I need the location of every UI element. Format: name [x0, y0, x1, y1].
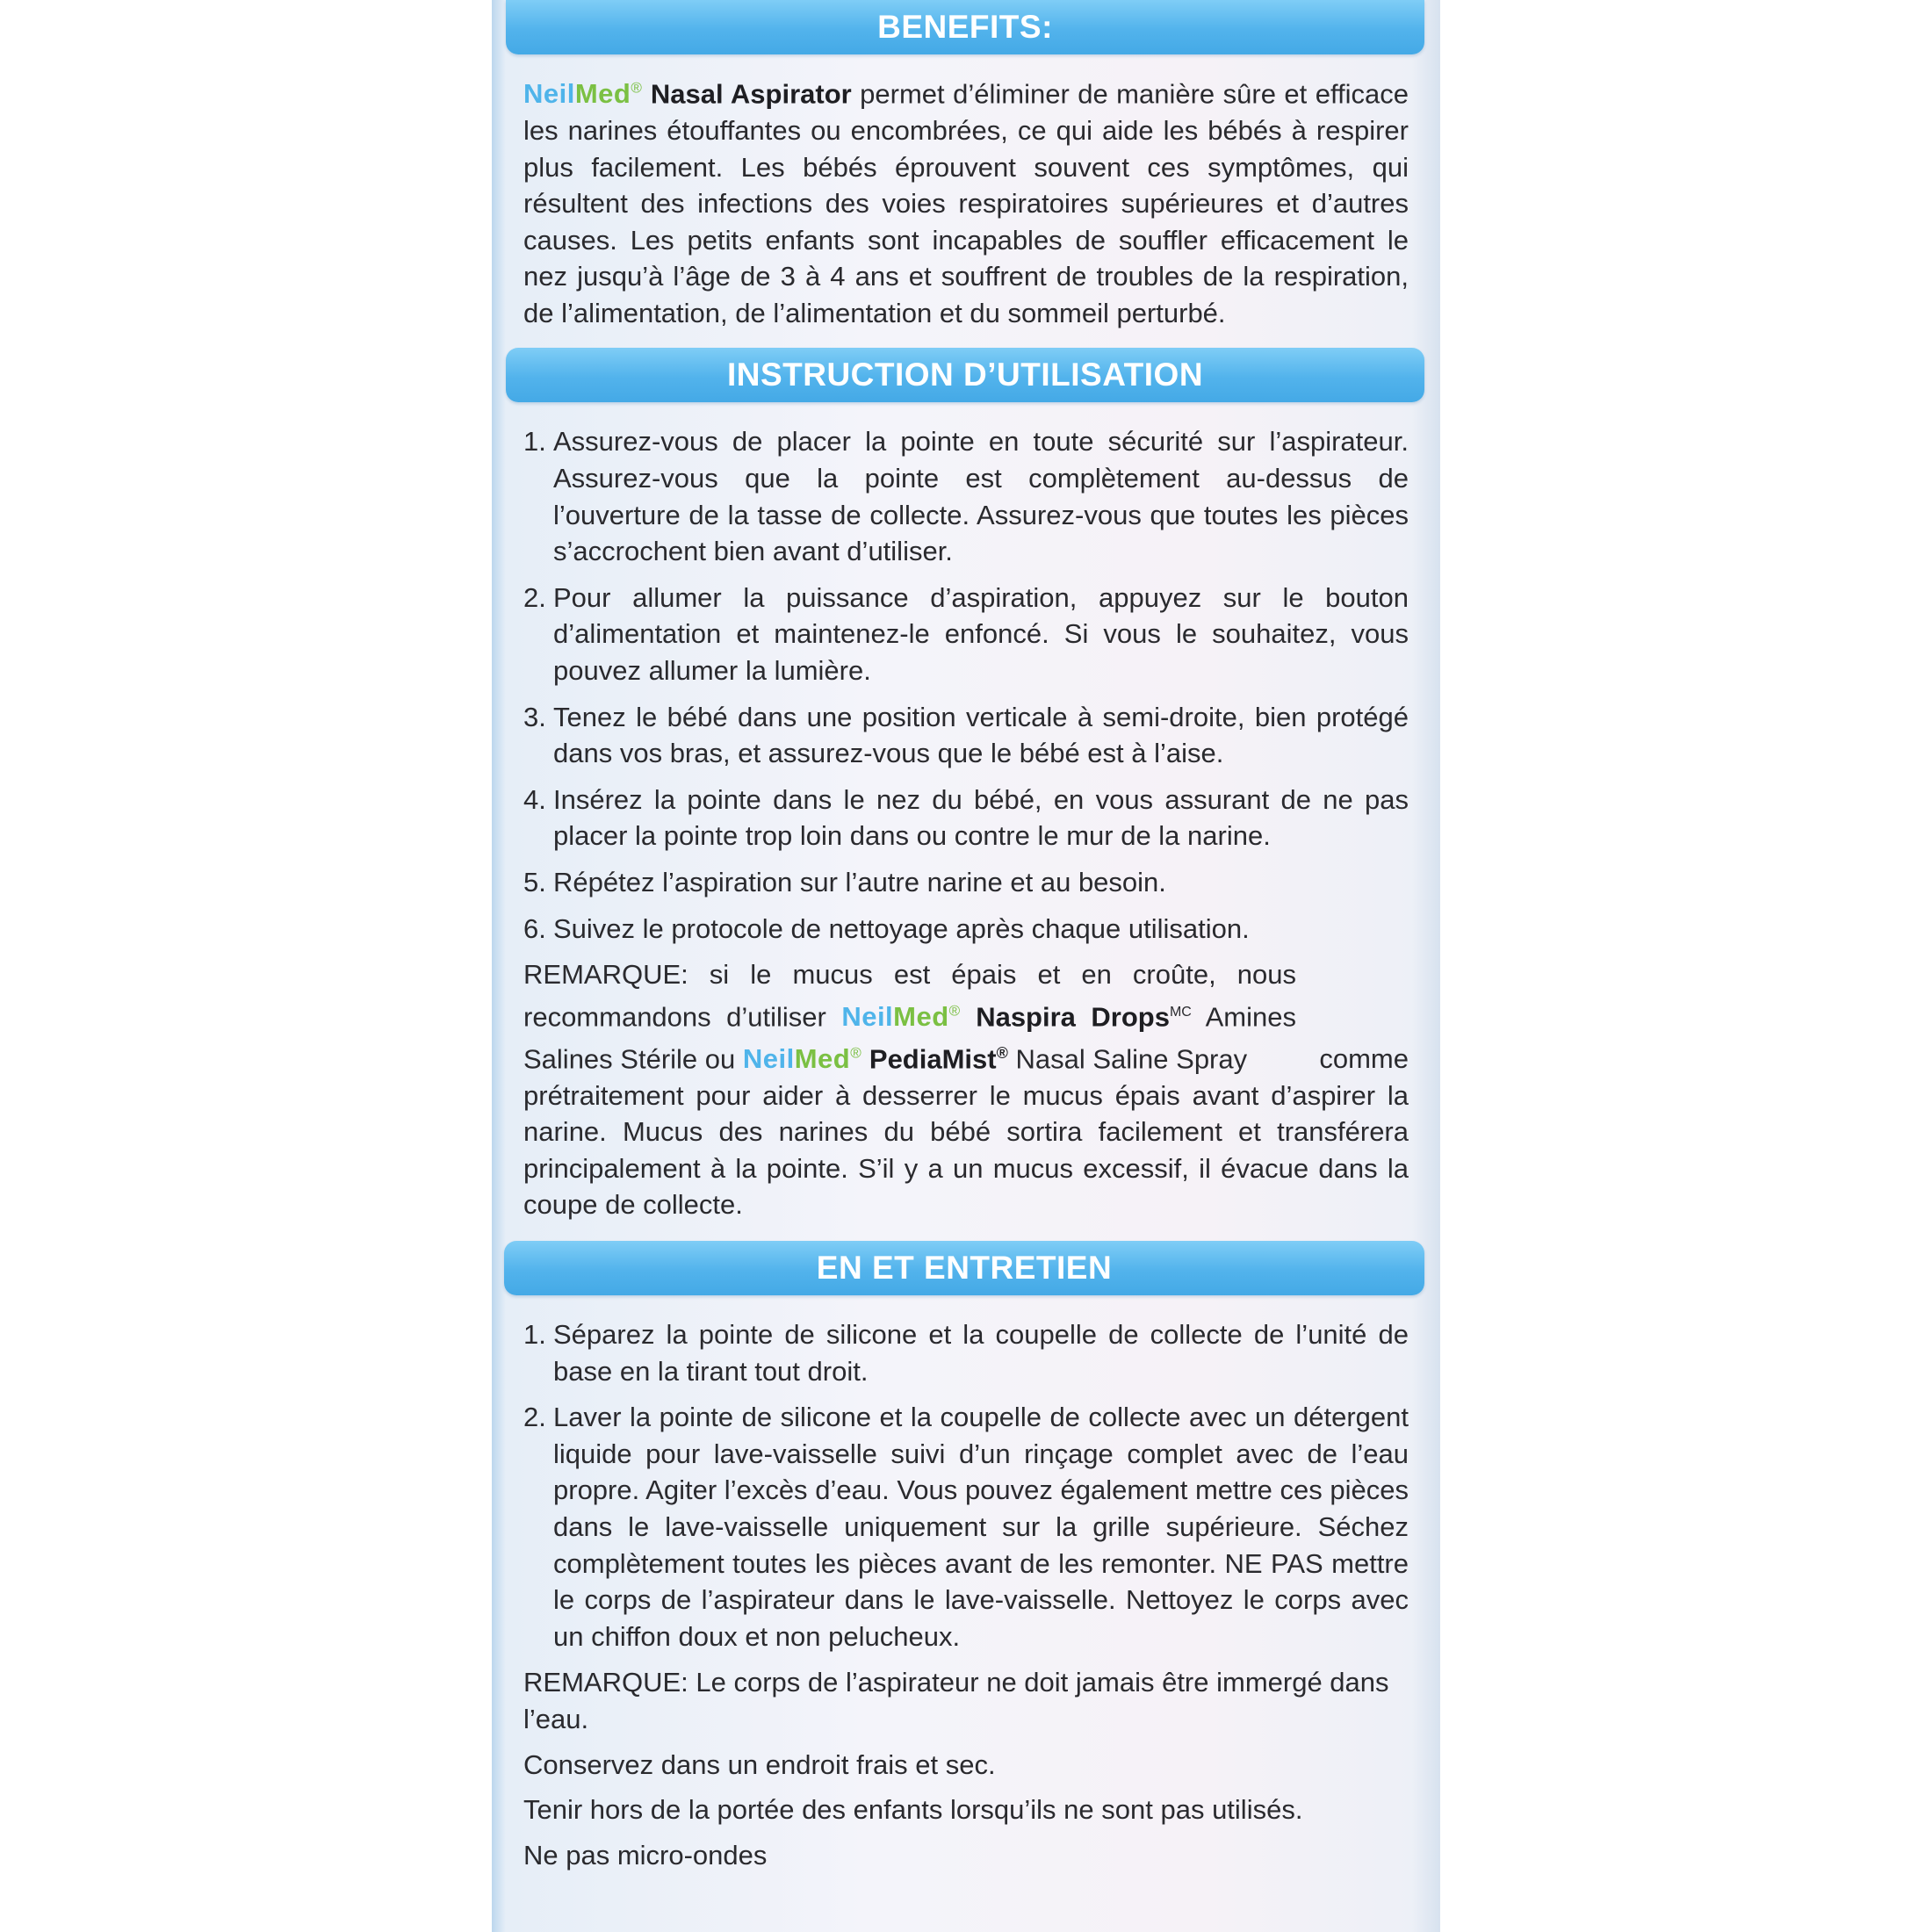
neilmed-logo: NeilMed® [742, 1043, 862, 1075]
maintenance-step: 2. Laver la pointe de silicone et la coupelle de collecte avec un détergent liquide pour lave-vaisselle suivi d’un rinçage complet avec de l’eau propre. Agiter l’excès d’eau. Vous pouvez également mettre ces pièces dans le lave-vaisselle uniquement sur la grille supérieure. Séchez complètement toutes les pièces avant de les remonter. NE PAS mettre le corps de l’aspirateur dans le lave-vaisselle. Nettoyez le corps avec un chiffon doux et non pelucheux. [523, 1402, 1409, 1652]
maintenance-heading: EN ET ENTRETIEN [504, 1241, 1424, 1295]
instructions-heading: INSTRUCTION D’UTILISATION [506, 348, 1424, 402]
instruction-step: 1. Assurez-vous de placer la pointe en toute sécurité sur l’aspirateur. Assurez-vous que la pointe est complètement au-dessus de l’ouverture de la tasse de collecte. Assurez-vous que toutes les pièces s’accrochent bien avant d’utiliser. [523, 426, 1409, 567]
benefits-section [506, 54, 1424, 331]
instruction-step: 3. Tenez le bébé dans une position verticale à semi-droite, bien protégé dans vos bras, et assurez-vous que le bébé est à l’aise. [523, 701, 1409, 769]
instructions-list [523, 423, 1409, 947]
maintenance-section [506, 1295, 1424, 1873]
instruction-step: 4. Insérez la pointe dans le nez du bébé, en vous assurant de ne pas placer la pointe trop loin dans ou contre le mur de la narine. [523, 783, 1409, 852]
instruction-step: 5. Répétez l’aspiration sur l’autre narine et au besoin. [523, 867, 1166, 898]
children-warning: Tenir hors de la portée des enfants lorsqu’ils ne sont pas utilisés. [523, 1794, 1303, 1826]
package-panel [492, 0, 1440, 1932]
benefits-heading: BENEFITS: [506, 0, 1424, 54]
benefits-paragraph [523, 70, 1409, 331]
instruction-step: 6. Suivez le protocole de nettoyage après chaque utilisation. [523, 912, 1250, 944]
maintenance-list [523, 1316, 1409, 1654]
instruction-step: 2. Pour allumer la puissance d’aspiration, appuyez sur le bouton d’alimentation et maintenez-le enfoncé. Si vous le souhaitez, vous pouvez allumer la lumière. [523, 581, 1409, 687]
panel-content [506, 0, 1424, 1882]
benefits-text: permet d’éliminer de manière sûre et efficace les narines étouffantes ou encombrées, ce qui aide les bébés à respirer plus facilement. Les bébés éprouvent souvent ces symptômes, qui résultent des infections des voies respiratoires supérieures et d’autres causes. Les petits enfants sont incapables de souffler efficacement le nez jusqu’à l’âge de 3 à 4 ans et souffrent de troubles de la respiration, de l’alimentation, de l’alimentation et du sommeil perturbé. [523, 78, 1409, 328]
microwave-warning: Ne pas micro-ondes [523, 1839, 768, 1871]
maintenance-note: REMARQUE: Le corps de l’aspirateur ne doit jamais être immergé dans l’eau. [523, 1667, 1389, 1734]
neilmed-logo: NeilMed® [523, 78, 643, 110]
instructions-note: REMARQUE: si le mucus est épais et en croûte, nous recommandons d’utiliser NeilMed® Naspira Drops$^{MC}$ Amines Salines Stérile ou NeilMed® PediaMist® Nasal Saline Spray comme prétraitement pour aider à desserrer le mucus épais avant d’aspirer la narine. Mucus des narines du bébé sortira facilement et transférera principalement à la pointe. S’il y a un mucus excessif, il évacue dans la coupe de collecte. [523, 959, 1409, 1221]
maintenance-step: 1. Séparez la pointe de silicone et la coupelle de collecte de l’unité de base en la tirant tout droit. [523, 1319, 1409, 1387]
storage-note: Conservez dans un endroit frais et sec. [523, 1748, 996, 1780]
instructions-section [506, 402, 1424, 1223]
product-name: Nasal Aspirator [650, 78, 852, 110]
neilmed-logo: NeilMed® [841, 1001, 961, 1033]
